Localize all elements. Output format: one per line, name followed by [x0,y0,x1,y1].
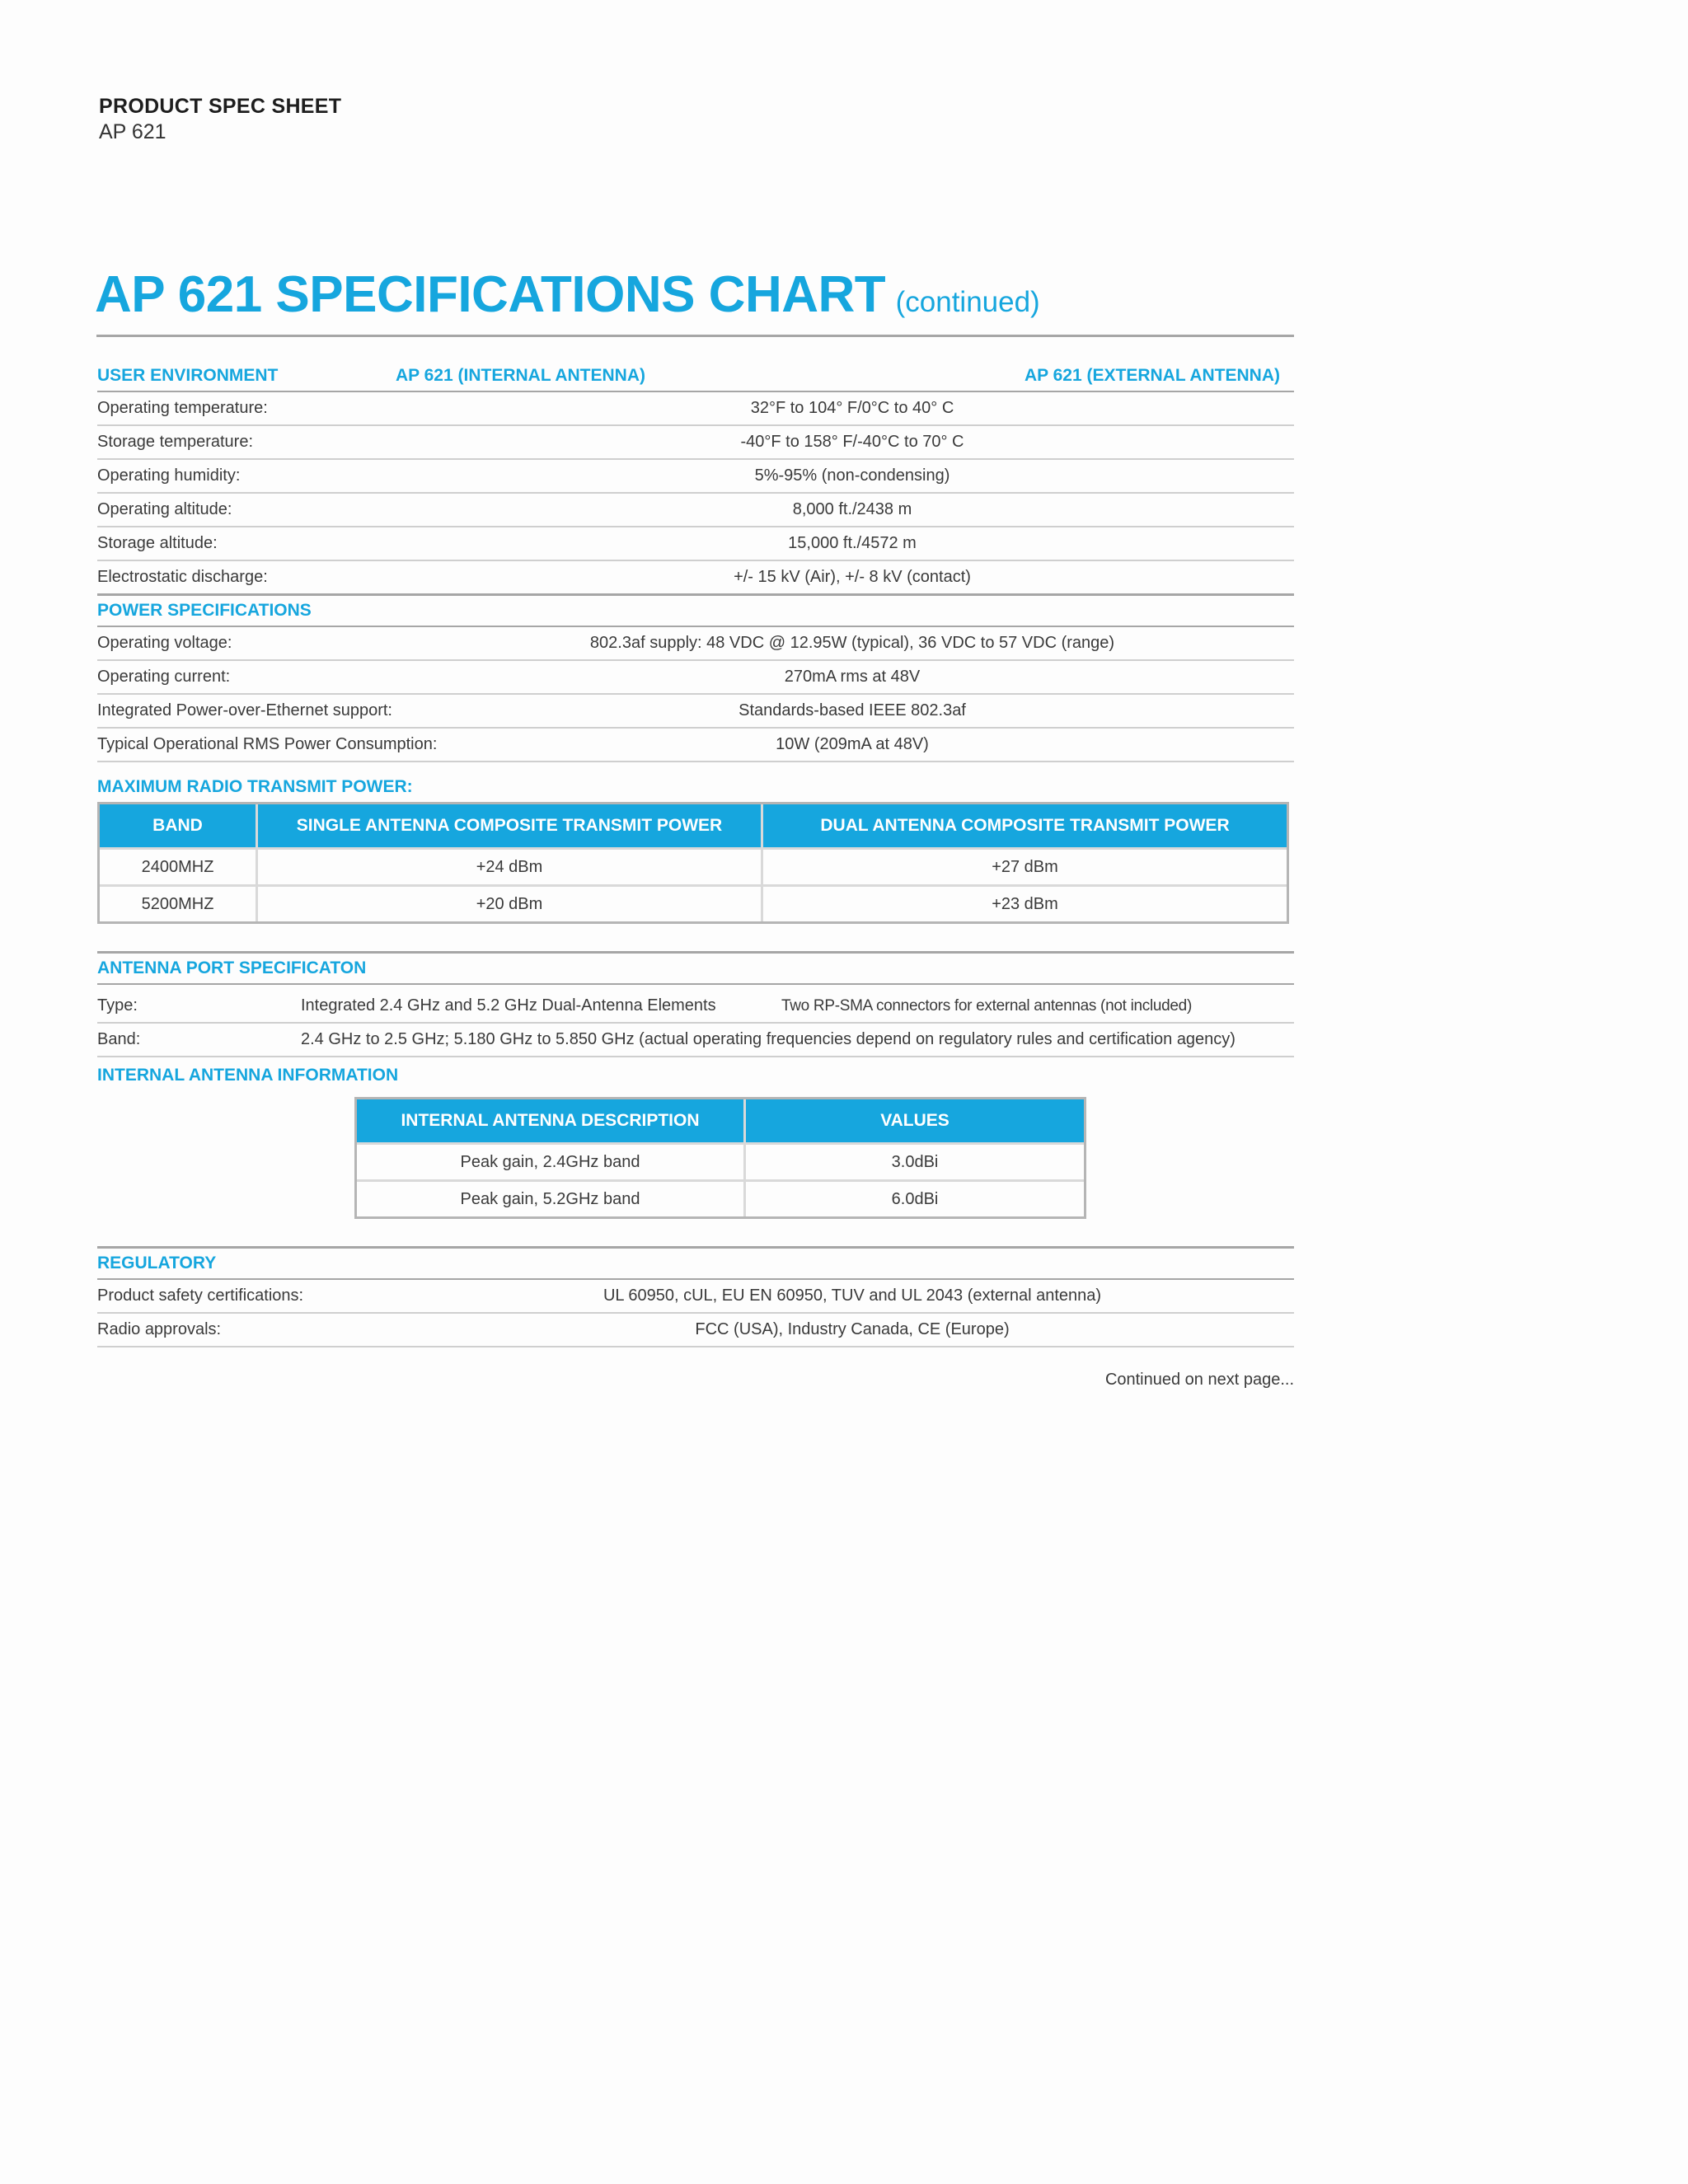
column-header: DUAL ANTENNA COMPOSITE TRANSMIT POWER [763,804,1287,850]
spec-label: Storage altitude: [97,534,218,552]
spec-label: Operating humidity: [97,466,241,485]
doc-header [99,95,341,144]
page-title-continued: (continued) [895,286,1040,318]
spec-value: +/- 15 kV (Air), +/- 8 kV (contact) [734,568,971,586]
spec-label: Operating temperature: [97,399,268,417]
spec-row [97,1024,1294,1057]
spec-row [97,392,1294,426]
table-cell: 6.0dBi [891,1189,939,1208]
section-title: ANTENNA PORT SPECIFICATON [97,958,367,977]
spec-value: Standards-based IEEE 802.3af [738,701,966,719]
title-divider [96,335,1294,337]
spec-value-internal: Integrated 2.4 GHz and 5.2 GHz Dual-Antenna Elements [301,996,716,1015]
table-cell: +20 dBm [258,887,763,921]
spec-value: UL 60950, cUL, EU EN 60950, TUV and UL 2043 (external antenna) [603,1286,1102,1305]
power-specifications-header [97,596,1294,627]
internal-antenna-heading: INTERNAL ANTENNA INFORMATION [97,1066,399,1085]
section-title: POWER SPECIFICATIONS [97,601,312,620]
table-cell: +27 dBm [763,850,1287,887]
spec-row [97,627,1294,661]
table-row [100,850,1287,887]
column-internal-antenna: AP 621 (INTERNAL ANTENNA) [396,366,645,385]
table-row [357,1145,1084,1182]
spec-row [97,1314,1294,1347]
spec-label: Typical Operational RMS Power Consumption: [97,735,438,753]
spec-label: Electrostatic discharge: [97,568,268,586]
user-environment-header [97,361,1294,392]
table-cell: +24 dBm [258,850,763,887]
spec-label: Integrated Power-over-Ethernet support: [97,701,392,719]
table-row [357,1182,1084,1216]
spec-value: 270mA rms at 48V [784,668,921,686]
doc-model: AP 621 [99,120,166,143]
spec-label: Operating voltage: [97,634,232,652]
column-header: VALUES [746,1099,1084,1145]
spec-value: 10W (209mA at 48V) [776,735,929,753]
spec-value: 2.4 GHz to 2.5 GHz; 5.180 GHz to 5.850 GHz (actual operating frequencies depend on regulatory rules and certification agency) [301,1030,1236,1048]
spec-row [97,729,1294,762]
internal-antenna-table [354,1097,1086,1219]
doc-kicker: PRODUCT SPEC SHEET [99,95,342,118]
spec-label: Product safety certifications: [97,1286,304,1305]
page-title [95,265,1040,324]
column-header: INTERNAL ANTENNA DESCRIPTION [357,1099,746,1145]
spec-label: Type: [97,996,138,1015]
spec-row [97,561,1294,596]
spec-value: FCC (USA), Industry Canada, CE (Europe) [695,1320,1010,1338]
page-title-main: AP 621 SPECIFICATIONS CHART [95,266,886,323]
table-row [100,887,1287,921]
table-cell: 2400MHZ [100,850,258,887]
table-cell: Peak gain, 5.2GHz band [357,1182,746,1216]
column-header: BAND [100,804,258,850]
spec-row [97,527,1294,561]
spec-label: Operating current: [97,668,231,686]
section-title: USER ENVIRONMENT [97,366,279,385]
spec-row [97,695,1294,729]
spec-label: Operating altitude: [97,500,232,518]
transmit-power-table [97,802,1289,924]
spec-row [97,661,1294,695]
table-cell: 5200MHZ [100,887,258,921]
table-cell: +23 dBm [992,894,1058,913]
spec-row [97,494,1294,527]
spec-row [97,426,1294,460]
spec-label: Band: [97,1030,141,1048]
spec-row [97,990,1294,1024]
table-cell: Peak gain, 2.4GHz band [357,1145,746,1182]
spec-value: 15,000 ft./4572 m [788,534,917,552]
section-title: REGULATORY [97,1254,217,1272]
continued-note: Continued on next page... [1104,1371,1294,1389]
spec-label: Storage temperature: [97,433,253,451]
spec-content [97,361,1294,1390]
spec-value: 8,000 ft./2438 m [792,500,912,518]
regulatory-header [97,1249,1294,1280]
transmit-power-heading: MAXIMUM RADIO TRANSMIT POWER: [97,777,413,796]
column-header: SINGLE ANTENNA COMPOSITE TRANSMIT POWER [258,804,763,850]
spec-value: -40°F to 158° F/-40°C to 70° C [740,433,964,451]
spec-value: 5%-95% (non-condensing) [754,466,950,485]
table-cell: 3.0dBi [746,1145,1084,1182]
spec-row [97,460,1294,494]
spec-row [97,1280,1294,1314]
antenna-port-header [97,954,1294,985]
spec-label: Radio approvals: [97,1320,222,1338]
spec-value: 32°F to 104° F/0°C to 40° C [750,399,954,417]
spec-value: 802.3af supply: 48 VDC @ 12.95W (typical), 36 VDC to 57 VDC (range) [589,634,1115,652]
spec-value-external: Two RP-SMA connectors for external antennas (not included) [781,997,1192,1015]
column-external-antenna: AP 621 (EXTERNAL ANTENNA) [1025,366,1280,385]
